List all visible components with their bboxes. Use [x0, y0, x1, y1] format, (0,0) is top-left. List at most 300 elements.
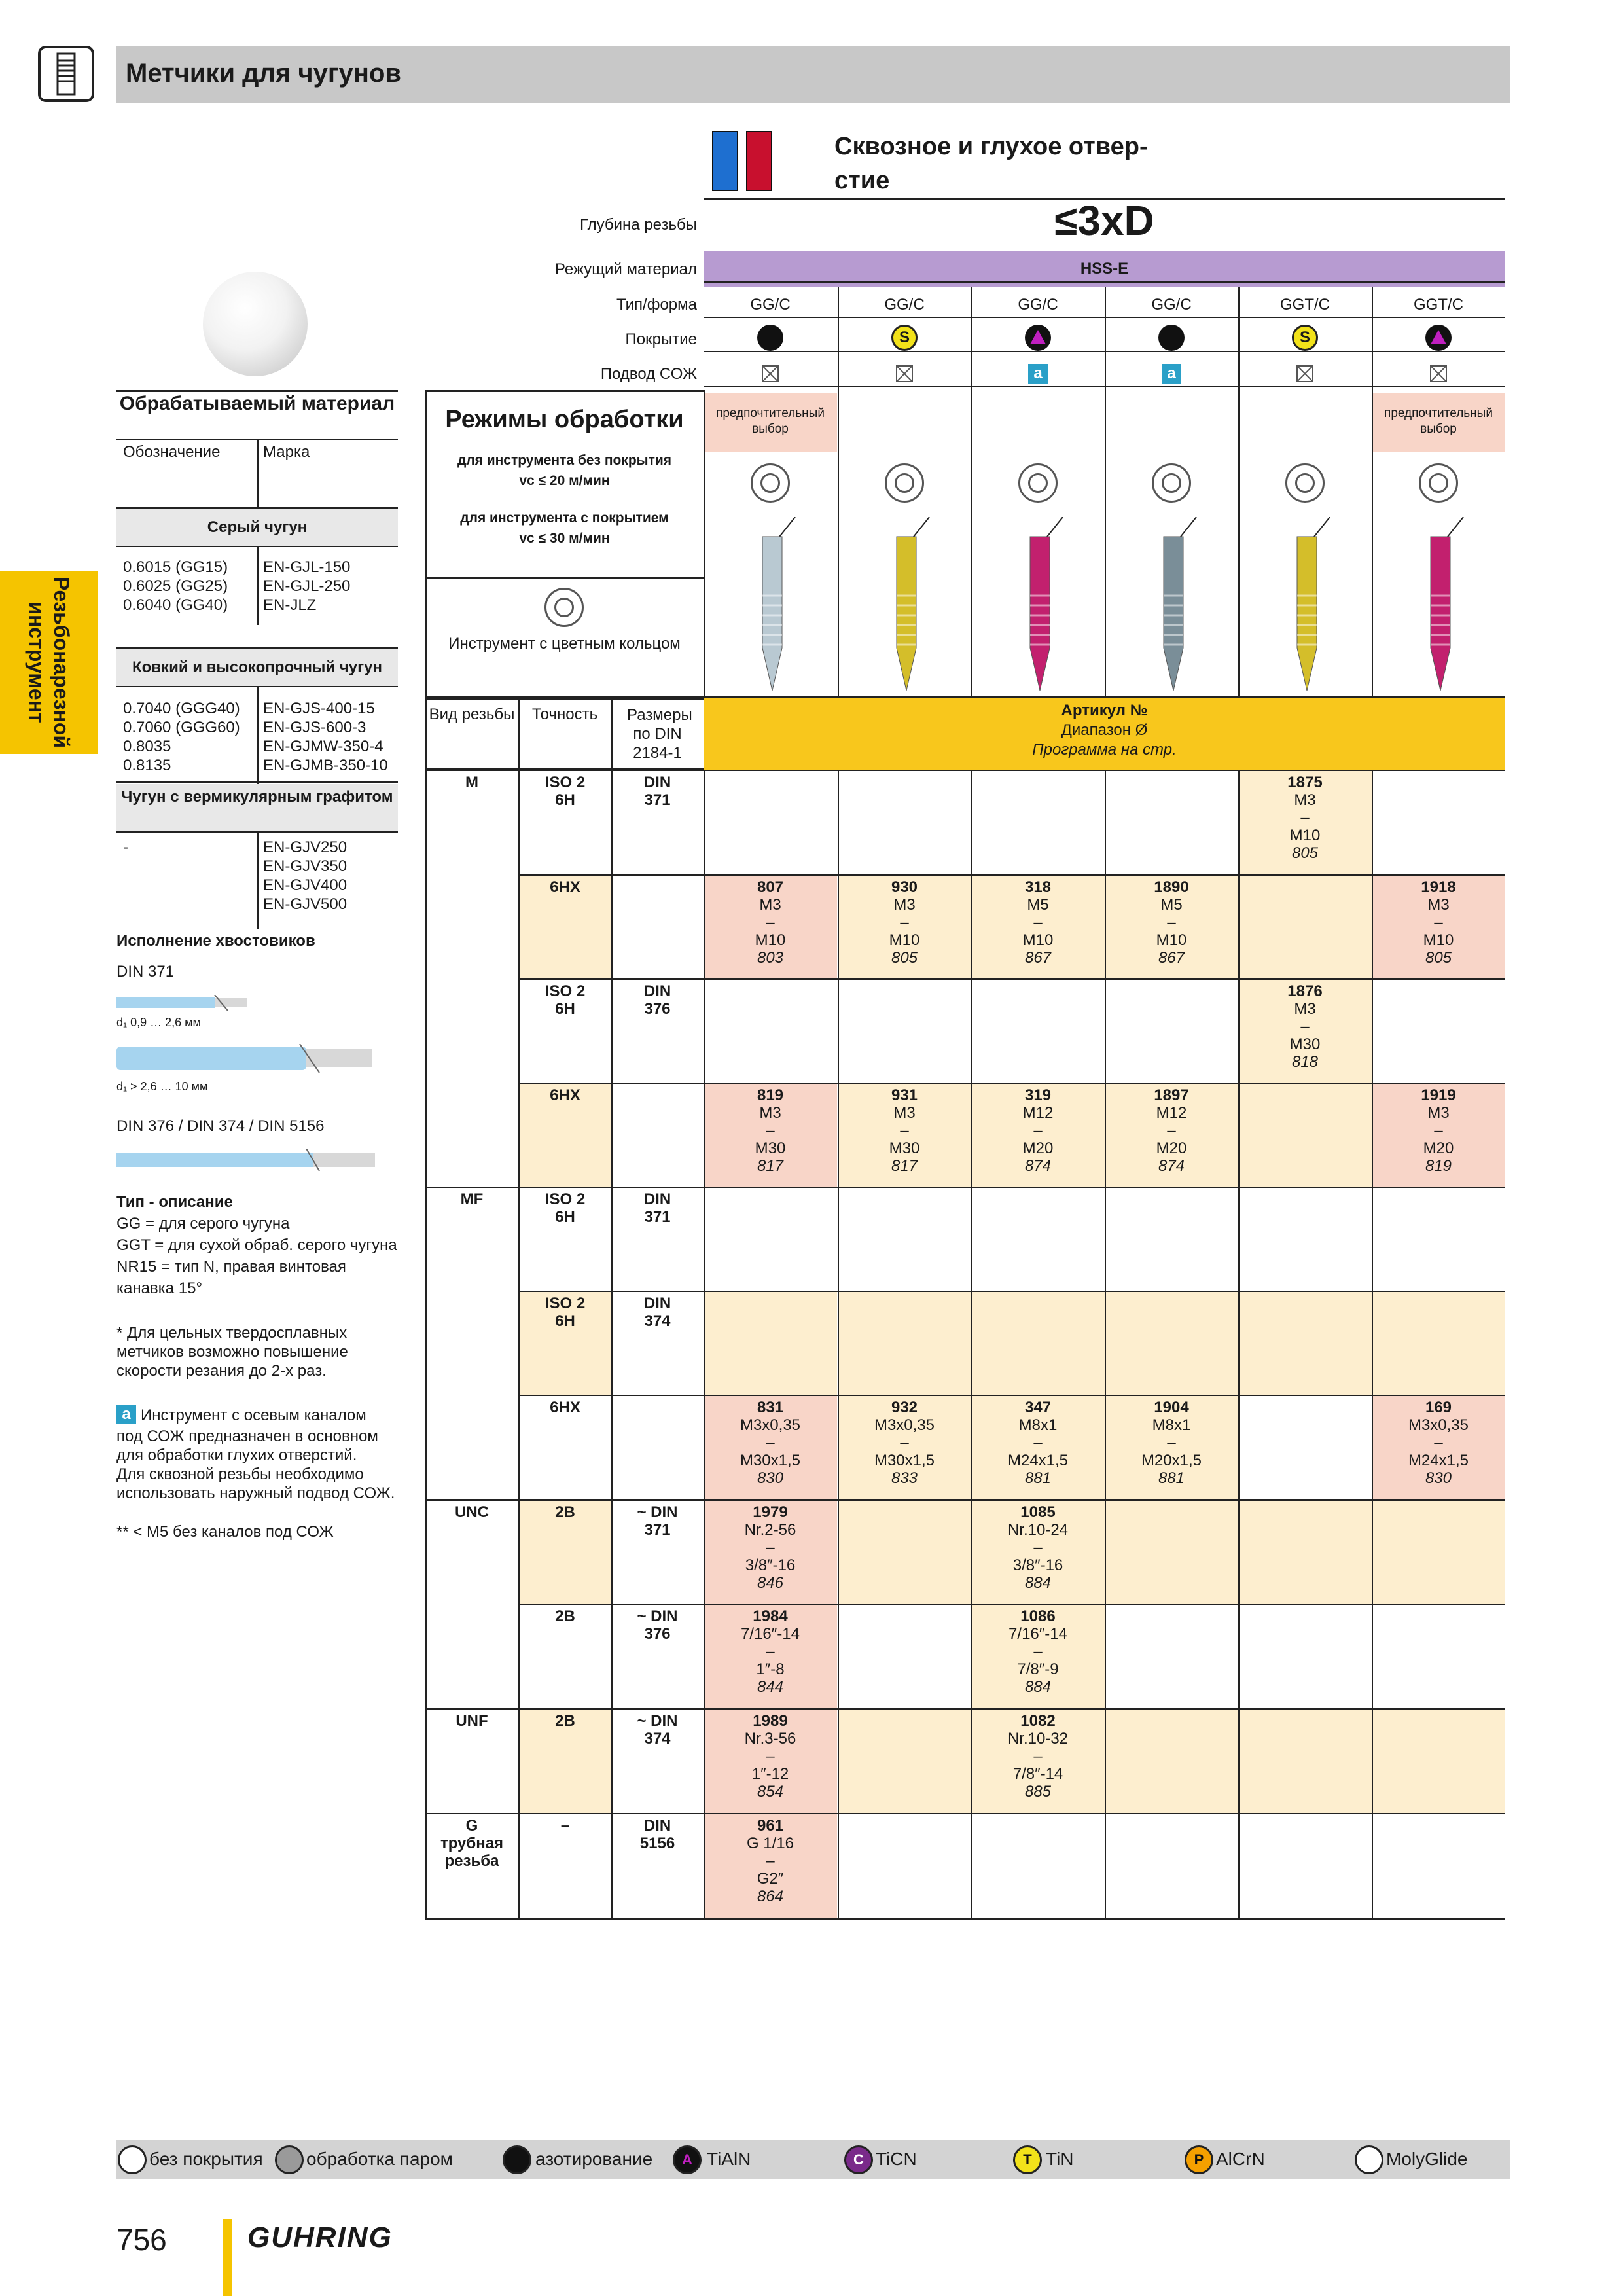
din-cell: DIN 371: [643, 774, 671, 809]
article-cell: [1105, 874, 1238, 979]
material-grade: EN-GJV500: [263, 895, 348, 913]
range-to: M10: [755, 931, 786, 949]
range-from: M3: [1294, 791, 1316, 809]
range-dash: –: [1300, 809, 1310, 827]
type-nr15: NR15 = тип N, правая винтовая: [116, 1258, 346, 1276]
legend-label: MolyGlide: [1386, 2149, 1468, 2169]
article-number: 931: [891, 1086, 918, 1104]
cutting-line2: vc ≤ 20 м/мин: [519, 473, 610, 488]
range-to: M30: [755, 1139, 786, 1157]
range-from: M3: [893, 1104, 916, 1122]
thread-kind-cell: UNF: [455, 1712, 488, 1730]
rule: [425, 770, 1505, 771]
article-number: 1984: [753, 1607, 788, 1625]
article-cell: [1238, 874, 1372, 979]
rule: [116, 507, 398, 509]
accuracy-cell: –: [560, 1817, 570, 1835]
legend-label: AlCrN: [1216, 2149, 1265, 2169]
nitrided-coating-icon: [757, 325, 783, 351]
range-from: Nr.10-24: [1007, 1521, 1069, 1539]
article-cell: [1238, 1083, 1372, 1187]
article-cell: [1105, 1813, 1238, 1918]
article-number: 1890: [1154, 878, 1189, 896]
type-form-1: GG/C: [750, 296, 791, 314]
rule: [704, 390, 705, 698]
material-grade: EN-GJV400: [263, 876, 348, 894]
type-form-4: GG/C: [1151, 296, 1192, 314]
article-cell: [1105, 978, 1238, 1083]
color-ring-note: Инструмент с цветным кольцом: [448, 635, 681, 653]
article-cell: [1105, 770, 1238, 874]
program-page: 830: [757, 1469, 784, 1487]
range-from: M3: [759, 896, 781, 914]
legend-label: обработка паром: [306, 2149, 453, 2169]
blind-hole-icon: [746, 131, 772, 191]
din-cell: ~ DIN 376: [637, 1607, 678, 1643]
range-dash: –: [766, 1643, 775, 1660]
range-dash: –: [1033, 914, 1043, 931]
din-cell: DIN 371: [643, 1191, 671, 1226]
material-code: 0.6025 (GG25): [123, 577, 228, 595]
legend-label: без покрытия: [149, 2149, 263, 2169]
type-form-5: GGT/C: [1280, 296, 1330, 314]
article-cell: [704, 1604, 837, 1708]
range-from: M12: [1022, 1104, 1054, 1122]
tap-tool-image: [877, 517, 936, 694]
article-label: Артикул №: [1061, 702, 1148, 719]
program-page: 884: [1024, 1678, 1052, 1696]
color-ring-icon: [885, 463, 924, 503]
article-number: 169: [1425, 1399, 1452, 1416]
range-dash: –: [900, 1122, 909, 1139]
range-from: M8x1: [1152, 1416, 1191, 1434]
article-number: 1875: [1287, 774, 1323, 791]
range-from: M3x0,35: [874, 1416, 935, 1434]
article-number: 1979: [753, 1503, 788, 1521]
material-grade: EN-GJS-400-15: [263, 700, 375, 717]
article-number: 1876: [1287, 982, 1323, 1000]
range-to: M30x1,5: [874, 1452, 935, 1469]
din-cell: ~ DIN 371: [637, 1503, 678, 1539]
P-legend-icon: P: [1185, 2145, 1213, 2174]
program-page: 846: [757, 1574, 784, 1592]
article-cell: [1105, 1083, 1238, 1187]
type-gg: GG = для серого чугуна: [116, 1215, 290, 1232]
cutting-line4: vc ≤ 30 м/мин: [519, 531, 610, 546]
article-cell: [1372, 1604, 1505, 1708]
thread-kind-cell: M: [465, 774, 478, 791]
rule: [971, 287, 972, 698]
article-cell: [838, 1499, 971, 1604]
article-number: 1086: [1020, 1607, 1056, 1625]
rule: [257, 831, 259, 929]
article-cell: [838, 874, 971, 979]
rule: [257, 439, 259, 511]
range-dash: –: [900, 1434, 909, 1452]
range-dash: –: [1167, 914, 1176, 931]
range-from: M3x0,35: [740, 1416, 801, 1434]
tap-tool-image: [1277, 517, 1336, 694]
accuracy-cell: ISO 2 6H: [544, 982, 586, 1018]
range-from: M3: [893, 896, 916, 914]
rule: [971, 770, 972, 1919]
shanks-title: Исполнение хвостовиков: [116, 932, 315, 950]
material-group-title: Серый чугун: [116, 509, 398, 546]
color-ring-icon: [1018, 463, 1058, 503]
range-dash: –: [766, 1539, 775, 1556]
page-title: Метчики для чугунов: [126, 59, 401, 88]
accuracy-cell: ISO 2 6H: [519, 1291, 611, 1395]
thread-kind-cell: MF: [460, 1191, 484, 1208]
material-group-title: Ковкий и высокопрочный чугун: [116, 649, 398, 686]
article-cell: [704, 1083, 837, 1187]
range-from: 7/16″-14: [1008, 1625, 1067, 1643]
article-number: 347: [1024, 1399, 1052, 1416]
range-to: M24x1,5: [1007, 1452, 1069, 1469]
material-code: -: [123, 838, 128, 856]
head-thread-kind: Вид резьбы: [429, 706, 515, 723]
article-cell: [838, 1083, 971, 1187]
article-number: 831: [757, 1399, 784, 1416]
rule: [519, 1395, 1505, 1396]
article-number: 318: [1024, 878, 1052, 896]
range-dash: –: [1167, 1434, 1176, 1452]
shank-din376: DIN 376 / DIN 374 / DIN 5156: [116, 1117, 325, 1135]
article-cell: [838, 1187, 971, 1291]
thread-kind-cell: UNC: [455, 1503, 489, 1521]
range-from: M5: [1160, 896, 1183, 914]
legend-label: TiAlN: [707, 2149, 751, 2169]
article-number: 1082: [1020, 1712, 1056, 1730]
article-cell: [1372, 1187, 1505, 1291]
rule: [518, 770, 520, 1919]
no-coolant-icon: [1430, 365, 1447, 382]
rule: [116, 781, 398, 783]
article-cell: [838, 1604, 971, 1708]
label-coating: Покрытие: [625, 331, 697, 348]
article-header: [704, 698, 1505, 770]
range-to: 1″-12: [751, 1765, 789, 1783]
program-page: 885: [1024, 1783, 1052, 1801]
article-number: 319: [1024, 1086, 1052, 1104]
label-thread-depth: Глубина резьбы: [579, 216, 697, 234]
material-grade: EN-GJV350: [263, 857, 348, 875]
range-to: M30: [1289, 1035, 1321, 1053]
program-page: 819: [1425, 1157, 1452, 1175]
material-code: 0.8035: [123, 738, 171, 755]
type-nr15-2: канавка 15°: [116, 1280, 203, 1297]
operation-title: [834, 130, 1201, 198]
article-cell: [971, 1187, 1105, 1291]
C-legend-icon: C: [844, 2145, 873, 2174]
article-cell: [704, 770, 837, 874]
cutting-line1: для инструмента без покрытия: [457, 453, 672, 468]
program-label: Программа на стр.: [1032, 741, 1177, 759]
article-cell: [1105, 1395, 1238, 1499]
shank-large-icon: [116, 1044, 378, 1073]
article-number: 1989: [753, 1712, 788, 1730]
range-label: Диапазон Ø: [1061, 721, 1148, 739]
cutting-text: [425, 450, 704, 548]
article-cell: [1238, 1499, 1372, 1604]
article-cell: [1238, 1813, 1372, 1918]
range-dash: –: [1033, 1643, 1043, 1660]
tialn-coating-icon: [1425, 325, 1452, 351]
range-to: 3/8″-16: [745, 1556, 796, 1574]
article-cell: [971, 1499, 1105, 1604]
article-number: 961: [757, 1817, 784, 1835]
head-accuracy: Точность: [531, 706, 598, 723]
material-grade: EN-GJL-150: [263, 558, 351, 576]
article-cell: [1238, 978, 1372, 1083]
cutting-line3: для инструмента с покрытием: [460, 511, 669, 526]
rule: [838, 770, 839, 1919]
brand-logo: GUHRING: [247, 2221, 393, 2253]
range-dash: –: [766, 1852, 775, 1870]
range-from: M3: [1427, 896, 1450, 914]
program-page: 881: [1158, 1469, 1185, 1487]
range-dash: –: [1033, 1539, 1043, 1556]
note-coolant: под СОЖ предназначен в основном для обработки глухих отверстий. Для сквозной резьбы необходимо использовать наружный подвод СОЖ.: [116, 1427, 395, 1502]
T-legend-icon: T: [1013, 2145, 1042, 2174]
article-cell: [1372, 978, 1505, 1083]
through-hole-icon: [712, 131, 738, 191]
range-dash: –: [1167, 1122, 1176, 1139]
material-grade: EN-GJL-250: [263, 577, 351, 595]
rule: [425, 770, 427, 1919]
program-page: 817: [757, 1157, 784, 1175]
material-grade: EN-GJV250: [263, 838, 348, 856]
material-grade: EN-GJMW-350-4: [263, 738, 383, 755]
side-tab-label: Резьбонарезной инструмент: [25, 576, 73, 749]
din-cell: DIN 5156: [639, 1817, 675, 1852]
shank-small-icon: [116, 995, 254, 1011]
range-dash: –: [1434, 1434, 1443, 1452]
program-page: 818: [1291, 1053, 1319, 1071]
rule: [257, 546, 259, 625]
tap-tool-image: [1144, 517, 1203, 694]
range-from: M3x0,35: [1408, 1416, 1469, 1434]
M-legend-icon: [1355, 2145, 1383, 2174]
color-ring-icon: [751, 463, 790, 503]
tialn-coating-icon: [1025, 325, 1051, 351]
article-cell: [1372, 1083, 1505, 1187]
program-page: 833: [891, 1469, 918, 1487]
program-page: 830: [1425, 1469, 1452, 1487]
article-cell: [704, 1187, 837, 1291]
material-code: 0.6015 (GG15): [123, 558, 228, 576]
program-page: 854: [757, 1783, 784, 1801]
note-coolant-line1: Инструмент с осевым каналом: [141, 1407, 366, 1424]
rule: [257, 686, 259, 784]
article-number: 1918: [1421, 878, 1456, 896]
material-code: 0.7060 (GGG60): [123, 719, 240, 736]
material-codes: [123, 838, 128, 857]
type-form-2: GG/C: [884, 296, 925, 314]
rule: [116, 647, 398, 649]
rule: [1238, 287, 1240, 698]
label-type-form: Тип/форма: [616, 296, 697, 314]
range-to: M20: [1022, 1139, 1054, 1157]
article-number: 930: [891, 878, 918, 896]
program-page: 881: [1024, 1469, 1052, 1487]
color-ring-icon: [1285, 463, 1325, 503]
range-from: Nr.10-32: [1007, 1730, 1069, 1748]
nitrided-coating-icon: [1158, 325, 1185, 351]
range-from: M5: [1027, 896, 1049, 914]
range-dash: –: [766, 1748, 775, 1765]
article-cell: [1372, 1499, 1505, 1604]
rule: [116, 390, 398, 392]
article-cell: [1238, 1187, 1372, 1291]
article-cell: [838, 1291, 971, 1395]
side-tab: [0, 571, 98, 754]
gray-circle-legend-icon: [275, 2145, 304, 2174]
note-carbide: * Для цельных твердосплавных метчиков возможно повышение скорости резания до 2-х раз.: [116, 1324, 348, 1380]
note-m5: ** < M5 без каналов под СОЖ: [116, 1523, 334, 1541]
range-dash: –: [1434, 914, 1443, 931]
material-col-grade: Марка: [263, 443, 310, 461]
range-from: M8x1: [1018, 1416, 1058, 1434]
article-cell: [1238, 1604, 1372, 1708]
range-to: M10: [1423, 931, 1454, 949]
operation-title-line2: стие: [834, 167, 890, 194]
rule: [425, 1918, 1505, 1920]
coolant-channel-icon: a: [116, 1405, 136, 1424]
rule: [519, 874, 1505, 876]
rule: [519, 1604, 1505, 1605]
rule: [519, 978, 1505, 980]
shank-din371: DIN 371: [116, 963, 175, 980]
program-page: 803: [757, 949, 784, 967]
rule: [1105, 287, 1106, 698]
program-page: 817: [891, 1157, 918, 1175]
material-title: Обрабатываемый материал: [119, 393, 395, 414]
rule: [1372, 770, 1373, 1919]
rule: [425, 1499, 1505, 1501]
black-circle-legend-icon: [503, 2145, 531, 2174]
range-from: G 1/16: [746, 1835, 794, 1852]
article-cell: [1372, 1291, 1505, 1395]
material-grade: EN-JLZ: [263, 596, 317, 614]
head-sizes: Размеры по DIN 2184-1: [627, 706, 692, 762]
range-to: M30x1,5: [740, 1452, 801, 1469]
type-form-3: GG/C: [1018, 296, 1058, 314]
accuracy-cell: 2B: [519, 1708, 611, 1813]
label-coolant: Подвод СОЖ: [600, 365, 697, 383]
accuracy-cell: 6HX: [519, 874, 611, 979]
range-to: M10: [1156, 931, 1187, 949]
material-sphere-image: [203, 272, 308, 376]
article-number: 1897: [1154, 1086, 1189, 1104]
type-form-6: GGT/C: [1414, 296, 1463, 314]
article-cell: [1105, 1187, 1238, 1291]
article-cell: [1105, 1604, 1238, 1708]
range-to: G2″: [757, 1870, 784, 1888]
preferred-choice: предпочтительный выбор: [704, 393, 837, 452]
A-legend-icon: A: [673, 2145, 702, 2174]
no-coolant-icon: [896, 365, 913, 382]
program-page: 805: [891, 949, 918, 967]
article-cell: [971, 770, 1105, 874]
shank-d1-large: d₁ > 2,6 … 10 мм: [116, 1080, 208, 1093]
article-cell: [971, 978, 1105, 1083]
legend-label: TiCN: [876, 2149, 917, 2169]
material-code: 0.6040 (GG40): [123, 596, 228, 614]
page-number: 756: [116, 2223, 167, 2257]
range-dash: –: [766, 1434, 775, 1452]
material-col-code: Обозначение: [123, 443, 221, 461]
rule: [611, 770, 613, 1919]
article-cell: [704, 1813, 837, 1918]
article-cell: [1372, 1395, 1505, 1499]
tap-tool-image: [743, 517, 802, 694]
accuracy-cell: 6HX: [519, 1083, 611, 1187]
rule: [425, 1187, 1505, 1188]
material-codes: [123, 699, 240, 775]
article-cell: [971, 1395, 1105, 1499]
coolant-channel-icon: a: [1162, 364, 1181, 384]
range-from: M3: [1294, 1000, 1316, 1018]
article-number: 932: [891, 1399, 918, 1416]
program-page: 867: [1158, 949, 1185, 967]
article-cell: [838, 1708, 971, 1813]
rule: [425, 1813, 1505, 1814]
label-cutting-material: Режущий материал: [554, 260, 697, 278]
rule: [611, 698, 613, 770]
din-cell: DIN 374: [643, 1295, 671, 1330]
material-grades: [263, 699, 388, 775]
article-cell: [838, 770, 971, 874]
rule: [425, 577, 704, 579]
article-cell: [704, 1395, 837, 1499]
accuracy-cell: ISO 2 6H: [544, 1191, 586, 1226]
range-to: M20: [1156, 1139, 1187, 1157]
rule: [1238, 770, 1240, 1919]
rule: [518, 698, 520, 770]
range-to: 7/8″-14: [1012, 1765, 1063, 1783]
program-page: 884: [1024, 1574, 1052, 1592]
coolant-channel-icon: a: [1028, 364, 1048, 384]
material-grades: [263, 558, 350, 615]
range-from: M3: [1427, 1104, 1450, 1122]
article-cell: [1238, 1395, 1372, 1499]
range-dash: –: [1300, 1018, 1310, 1035]
program-page: 844: [757, 1678, 784, 1696]
article-number: 1904: [1154, 1399, 1189, 1416]
material-group-title: Чугун с вермикулярным графитом: [116, 784, 398, 831]
material-code: 0.7040 (GGG40): [123, 700, 240, 717]
legend-label: TiN: [1046, 2149, 1074, 2169]
din-cell: DIN 376: [643, 982, 671, 1018]
article-cell: [704, 1291, 837, 1395]
shank-long-icon: [116, 1149, 378, 1171]
empty-circle-legend-icon: [118, 2145, 147, 2174]
article-cell: [971, 1813, 1105, 1918]
tap-logo-icon: [38, 46, 94, 102]
material-code: 0.8135: [123, 757, 171, 774]
range-to: M10: [1289, 827, 1321, 844]
article-cell: [1238, 1708, 1372, 1813]
tap-tool-image: [1010, 517, 1069, 694]
program-page: 874: [1158, 1157, 1185, 1175]
color-ring-icon: [544, 588, 584, 627]
article-cell: [1238, 1291, 1372, 1395]
article-cell: [1372, 1813, 1505, 1918]
article-cell: [838, 978, 971, 1083]
range-from: Nr.3-56: [744, 1730, 796, 1748]
cutting-material-value: HSS-E: [704, 251, 1505, 287]
